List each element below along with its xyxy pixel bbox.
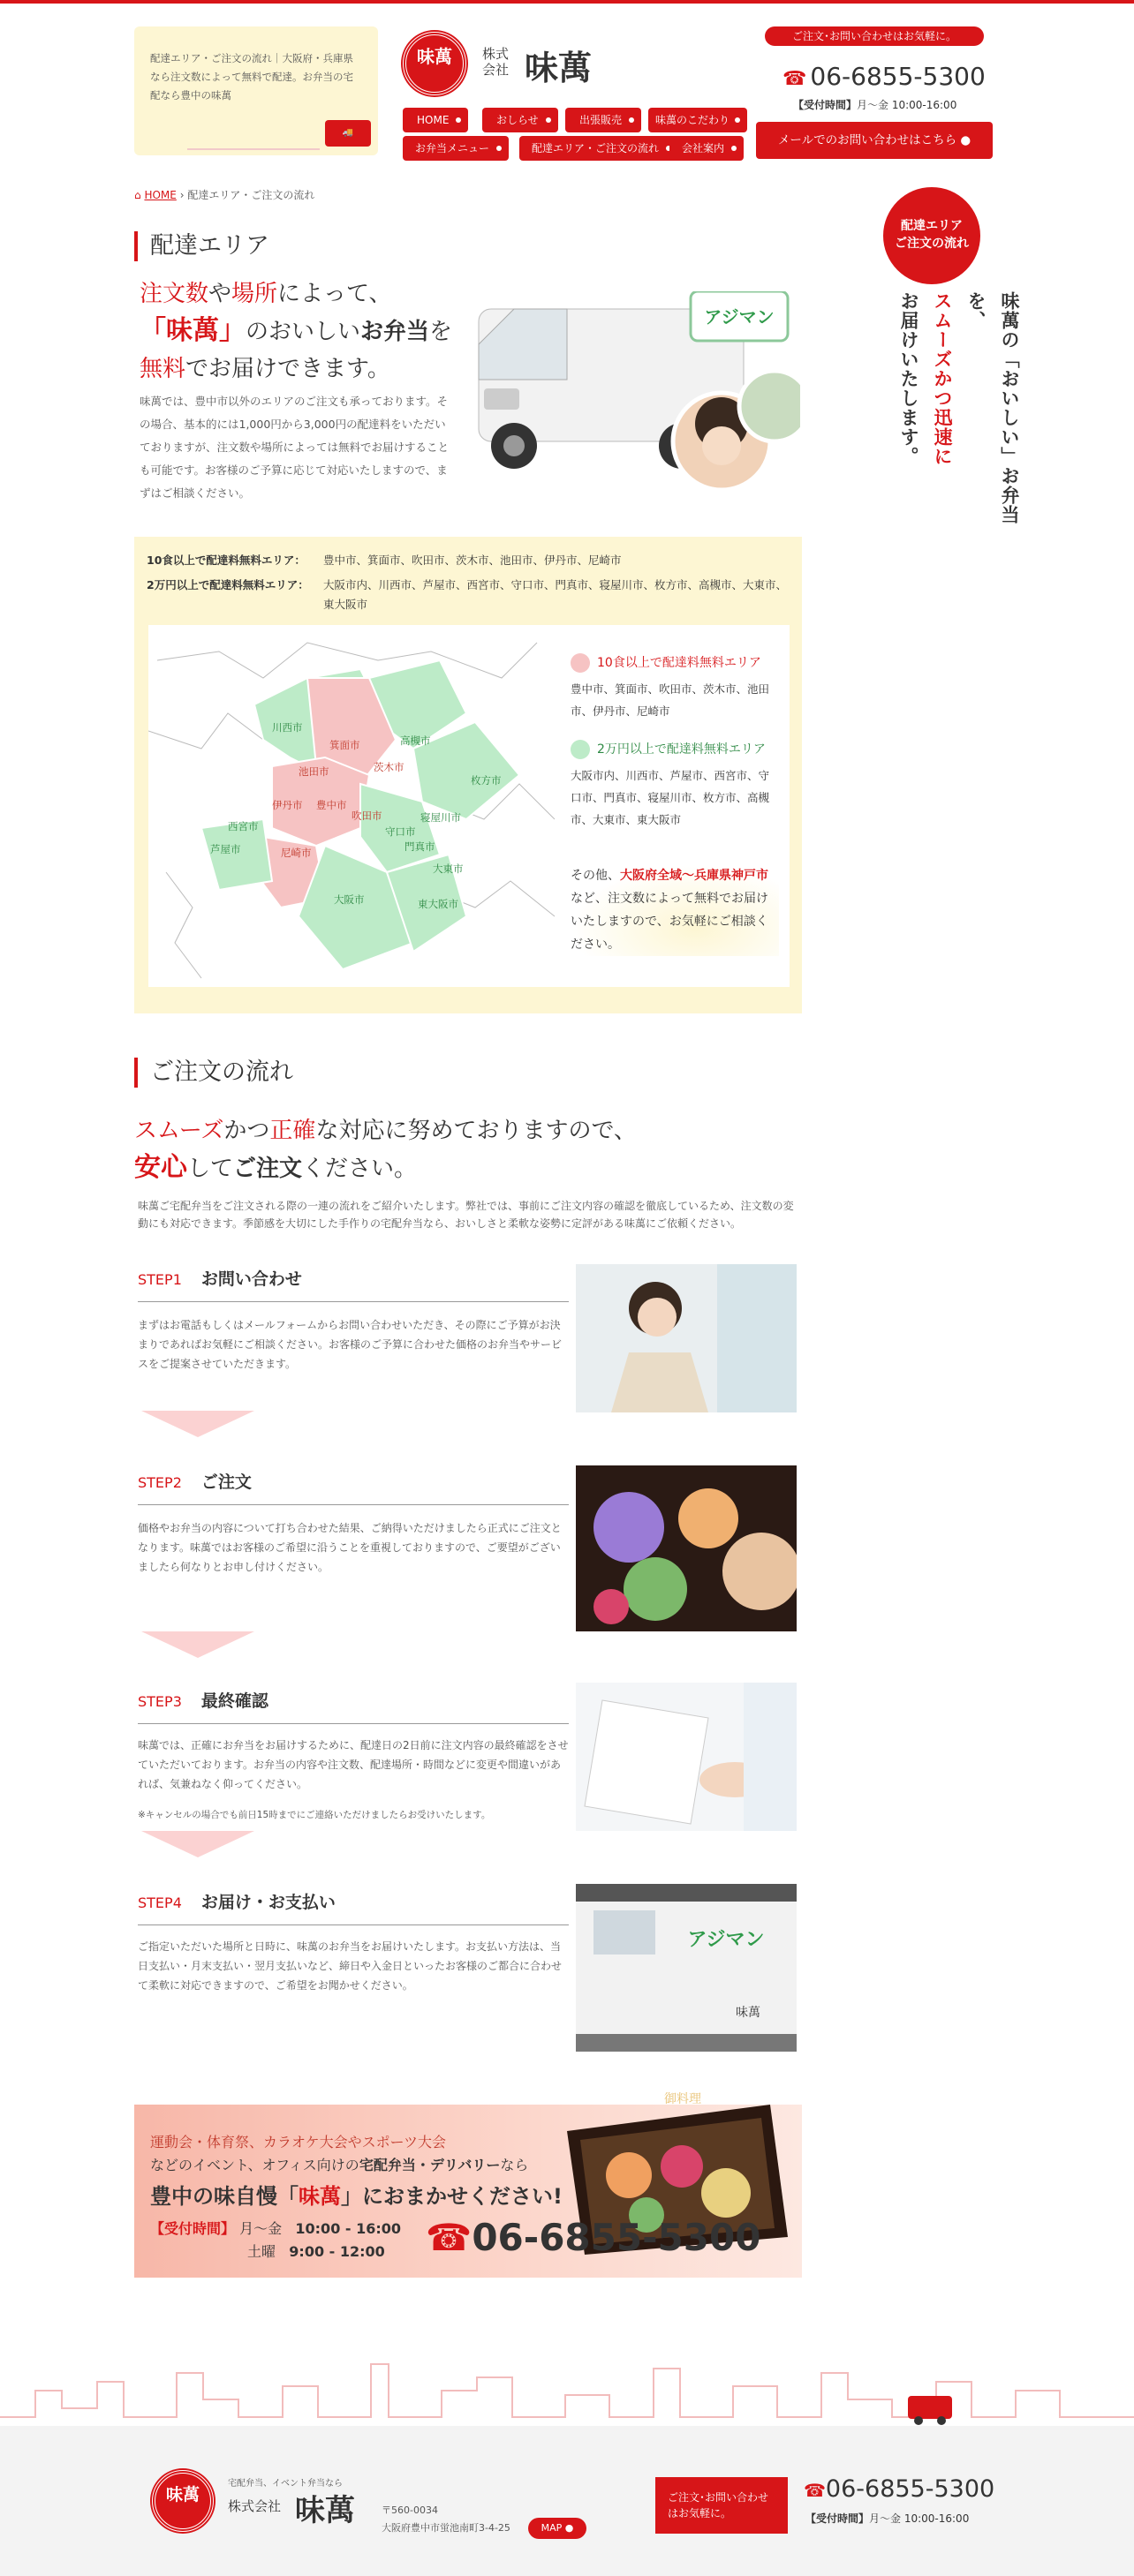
other-suffix: など、注文数によって無料でお届けいたしますので、お気軽にご相談ください。 [571, 892, 768, 952]
step1-header [138, 1266, 302, 1290]
legend-10meals-body: 豊中市、箕面市、吹田市、茨木市、池田市、伊丹市、尼崎市 [571, 682, 770, 718]
logo-company-name[interactable]: 味萬 [525, 49, 593, 87]
map-label-hirakata: 枚方市 [471, 774, 502, 787]
lead-word: ご注文 [233, 1156, 303, 1182]
side-vertical-copy [892, 291, 1026, 556]
lead-word: のおいしい [246, 319, 361, 345]
lead-word: かつ [223, 1118, 270, 1144]
mail-contact-button[interactable]: メールでのお問い合わせはこちら ● [756, 122, 993, 159]
banner-line2-b: 宅配弁当・デリバリー [359, 2157, 501, 2173]
breadcrumb-current: 配達エリア・ご注文の流れ [187, 189, 315, 201]
map-label-takatsuki: 高槻市 [400, 734, 431, 747]
banner-phone[interactable] [426, 2216, 760, 2259]
nav-news[interactable]: おしらせ [482, 108, 558, 132]
map-label-ashiya: 芦屋市 [210, 843, 241, 855]
footer [0, 2426, 1134, 2576]
side-badge-line1: 配達エリア [901, 219, 963, 233]
map-label-kadoma: 門真市 [404, 840, 435, 853]
step-arrow-icon [141, 1631, 254, 1658]
area-row-1 [147, 551, 791, 570]
phone-icon: ☎ [426, 2216, 472, 2259]
nav-home[interactable]: HOME [403, 108, 468, 132]
nav-company[interactable]: 会社案内 [669, 136, 744, 161]
phone-icon: ☎ [782, 68, 807, 90]
logo-company-prefix: 株式会社 [482, 46, 510, 78]
step2-label: STEP2 [138, 1474, 182, 1491]
step4-header [138, 1889, 336, 1913]
step1-phone-woman-image [576, 1264, 797, 1412]
header-hours-value: 月～金 10:00-16:00 [857, 99, 957, 111]
banner-line2-a: などのイベント、オフィス向けの [150, 2157, 359, 2173]
banner-hours1-time: 10:00 - 16:00 [295, 2220, 402, 2237]
step4-label: STEP4 [138, 1894, 182, 1911]
map-label-neyagawa: 寝屋川市 [420, 811, 461, 824]
delivery-van-image [461, 291, 800, 494]
lead-word: 場所 [231, 281, 278, 307]
lead-word: な対応に努めておりますので、 [315, 1118, 637, 1144]
footer-tagline: 宅配弁当、イベント弁当なら [228, 2479, 343, 2489]
header-contact-tag: ご注文･お問い合わせはお気軽に。 [765, 26, 984, 46]
map-label-higashiosaka: 東大阪市 [418, 898, 458, 910]
catering-banner[interactable] [134, 2092, 802, 2278]
breadcrumb-home-link[interactable]: HOME [144, 189, 177, 201]
step2-title: ご注文 [200, 1473, 252, 1492]
side-badge[interactable] [883, 187, 980, 284]
area-row-2-value: 大阪市内、川西市、芦屋市、西宮市、守口市、門真市、寝屋川市、枚方市、高槻市、大東市、東大阪市 [323, 578, 788, 611]
footer-hours-label: 【受付時間】 [805, 2512, 870, 2525]
banner-hours2-day: 土曜 [247, 2243, 276, 2260]
map-label-ibaraki: 茨木市 [374, 761, 404, 773]
lead-word: 注文数 [140, 281, 209, 307]
lead-word: スムーズ [134, 1118, 224, 1144]
banner-line3-c: 」におまかせください! [341, 2184, 563, 2209]
footer-company-prefix: 株式会社 [228, 2498, 282, 2514]
order-body: 味萬ご宅配弁当をご注文される際の一連の流れをご紹介いたします。弊社では、事前にご注文内容の確認を徹底しているため、注文数の変動にも対応できます。季節感を大切にした手作りの宅配弁当なら、おいしさと柔軟な姿勢に定評がある味萬にご依頼ください。 [138, 1200, 794, 1230]
step2-body: 価格やお弁当の内容について打ち合わせた結果、ご納得いただけましたら正式にご注文となります。味萬ではお客様のご希望に沿うことを重視しておりますので、ご要望がございましたら何なりとお申し付けください。 [138, 1522, 562, 1573]
header-intro-text: 配達エリア・ご注文の流れ｜大阪府・兵庫県なら注文数によって無料で配達。お弁当の宅配なら豊中の味萬 [150, 52, 353, 102]
header-phone-number[interactable]: 06-6855-5300 [810, 62, 986, 91]
city-skyline-decoration [187, 129, 320, 150]
area-row-1-value: 豊中市、箕面市、吹田市、茨木市、池田市、伊丹市、尼崎市 [323, 554, 622, 567]
lead-word: 「味萬」 [140, 315, 246, 346]
banner-line2-c: なら [500, 2157, 529, 2173]
delivery-lead [140, 275, 475, 388]
step3-document-check-image [576, 1683, 797, 1831]
map-label-nishinomiya: 西宮市 [228, 820, 259, 832]
footer-map-button[interactable]: MAP ● [528, 2518, 586, 2539]
area-map [148, 625, 563, 987]
side-badge-line2: ご注文の流れ [895, 237, 969, 251]
order-lead [134, 1112, 752, 1187]
header-intro [134, 26, 378, 155]
lead-word: や [208, 281, 232, 307]
banner-hours2-time: 9:00 - 12:00 [289, 2243, 385, 2260]
footer-phone-number[interactable]: 06-6855-5300 [825, 2475, 995, 2503]
nav-commitment[interactable]: 味萬のこだわり [648, 108, 747, 132]
footer-address-block [382, 2502, 510, 2537]
header-hours-label: 【受付時間】 [793, 99, 858, 111]
phone-icon: ☎ [804, 2480, 826, 2501]
step1-body: まずはお電話もしくはメールフォームからお問い合わせいただき、その際にご予算がお決まりであればお気軽にご相談ください。お客様のご予算に合わせた価格のお弁当やサービスをご提案させていただきます。 [138, 1319, 563, 1370]
banner-line3 [150, 2179, 563, 2210]
step3-divider [138, 1723, 569, 1724]
step-arrow-icon [141, 1831, 254, 1857]
banner-line3-b: 味萬 [299, 2184, 341, 2209]
legend-20k-body: 大阪市内、川西市、芦屋市、西宮市、守口市、門真市、寝屋川市、枚方市、高槻市、大東市、東大阪市 [571, 769, 770, 826]
city-skyline-decoration [0, 2338, 1134, 2426]
step1-label: STEP1 [138, 1271, 182, 1288]
side-vert-line2: スムーズかつ迅速に [932, 291, 953, 466]
nav-menu[interactable]: お弁当メニュー [403, 136, 509, 161]
step4-divider [138, 1924, 569, 1925]
side-vert-line3: お届けいたします。 [898, 291, 919, 466]
nav-catering[interactable]: 出張販売 [565, 108, 641, 132]
breadcrumb [134, 187, 314, 202]
map-label-kawanishi: 川西市 [272, 721, 303, 734]
footer-contact-box: ご注文･お問い合わせはお気軽に。 [655, 2477, 788, 2534]
lead-word: ください。 [302, 1156, 418, 1182]
step2-divider [138, 1504, 569, 1505]
other-prefix: その他、 [571, 869, 620, 883]
legend-10meals-title: 10食以上で配達料無料エリア [571, 653, 779, 673]
step2-header [138, 1469, 252, 1493]
footer-phone[interactable] [804, 2475, 994, 2503]
banner-hours [150, 2218, 401, 2263]
footer-map-label: MAP [541, 2522, 563, 2534]
nav-delivery[interactable]: 配達エリア・ご注文の流れ [519, 136, 678, 161]
lead-word: でお届けできます。 [185, 356, 390, 382]
banner-line1: 運動会・体育祭、カラオケ大会やスポーツ大会 [150, 2134, 447, 2150]
map-label-moriguchi: 守口市 [385, 825, 416, 838]
map-label-toyonaka: 豊中市 [316, 799, 347, 811]
truck-icon: 🚚 [325, 120, 371, 147]
map-label-itami: 伊丹市 [272, 799, 303, 811]
step4-van-logo: 味萬 [736, 2006, 760, 2020]
home-icon: ⌂ [134, 189, 141, 201]
lead-word: 正確 [269, 1118, 316, 1144]
banner-hours1-day: 月～金 [239, 2220, 283, 2237]
footer-hours-value: 月～金 10:00-16:00 [869, 2512, 970, 2525]
banner-line2 [150, 2154, 528, 2174]
banner-hours-label: 【受付時間】 [150, 2220, 236, 2237]
banner-phone-number[interactable]: 06-6855-5300 [472, 2216, 761, 2259]
order-heading: ご注文の流れ [134, 1058, 293, 1088]
step2-bento-image [576, 1465, 797, 1631]
area-row-2-label: 2万円以上で配達料無料エリア： [147, 578, 309, 591]
map-label-suita: 吹田市 [352, 810, 382, 822]
van-label: アジマン [704, 306, 775, 328]
step3-header [138, 1688, 268, 1712]
step-arrow-icon [141, 1411, 254, 1437]
header-hours [793, 97, 956, 112]
area-other-note [571, 864, 779, 956]
lead-word: 安心 [134, 1152, 187, 1183]
delivery-body: 味萬では、豊中市以外のエリアのご注文も承っております。その場合、基本的には1,000円から3,000円の配達料をいただいておりますが、注文数や場所によっては無料でお届けすることも可能です。お客様のご予算に応じて対応いたしますので、まずはご相談ください。 [140, 395, 450, 500]
area-legend [571, 653, 779, 956]
step4-body: ご指定いただいた場所と日時に、味萬のお弁当をお届けいたします。お支払い方法は、当日支払い・月末支払い・翌月支払いなど、締日や入金日といったお客様のご都合に合わせて柔軟に対応できますので、ご希望をお聞かせください。 [138, 1940, 563, 1992]
step4-van-label: アジマン [687, 1929, 765, 1951]
footer-hours [805, 2511, 969, 2526]
delivery-heading: 配達エリア [134, 231, 269, 261]
header-phone[interactable] [782, 62, 986, 91]
lead-word: によって、 [277, 281, 392, 307]
top-accent-bar [0, 0, 1134, 4]
step3-note: ※キャンセルの場合でも前日15時までにご連絡いただけましたらお受けいたします。 [138, 1810, 491, 1820]
footer-logo-mark[interactable]: 味萬 [152, 2470, 214, 2532]
map-label-ikeda: 池田市 [299, 765, 329, 778]
logo-mark[interactable]: 味萬 [403, 32, 466, 95]
map-label-minoh: 箕面市 [329, 739, 360, 751]
footer-address: 大阪府豊中市蛍池南町3-4-25 [382, 2522, 510, 2534]
step3-title: 最終確認 [200, 1691, 268, 1711]
banner-line3-a: 豊中の味自慢「 [150, 2184, 299, 2209]
map-label-osaka: 大阪市 [334, 893, 365, 906]
lead-word: 無料 [140, 356, 186, 382]
step4-title: お届け・お支払い [200, 1893, 336, 1912]
step3-label: STEP3 [138, 1693, 182, 1710]
map-label-amagasaki: 尼崎市 [281, 847, 312, 859]
other-highlight: 大阪府全域～兵庫県神戸市 [620, 869, 768, 883]
step3-body: 味萬では、正確にお弁当をお届けするために、配達日の2日前に注文内容の最終確認をさせていただいております。お弁当の内容や注文数、配達場所・時間などに変更や間違いがあれば、気兼ねなく仰ってください。 [138, 1739, 569, 1790]
lead-word: お弁当 [360, 319, 430, 345]
step1-title: お問い合わせ [200, 1269, 302, 1289]
step4-delivery-van-image [576, 1884, 797, 2052]
area-row-2 [147, 576, 791, 614]
lead-word: して [187, 1156, 234, 1182]
map-label-daito: 大東市 [433, 862, 464, 875]
bento-box-label: 御料理 [664, 2092, 701, 2106]
footer-company-name[interactable]: 味萬 [295, 2493, 355, 2528]
step1-divider [138, 1301, 569, 1302]
area-row-1-label: 10食以上で配達料無料エリア： [147, 554, 306, 567]
lead-word: を [429, 319, 453, 345]
side-vert-line1: 味萬の「おいしい」お弁当を、 [965, 291, 1020, 524]
legend-20k-title: 2万円以上で配達料無料エリア [571, 740, 779, 759]
footer-postal: 〒560-0034 [382, 2504, 438, 2516]
breadcrumb-separator: › [179, 189, 188, 201]
mail-contact-label: メールでのお問い合わせはこちら [777, 133, 957, 147]
